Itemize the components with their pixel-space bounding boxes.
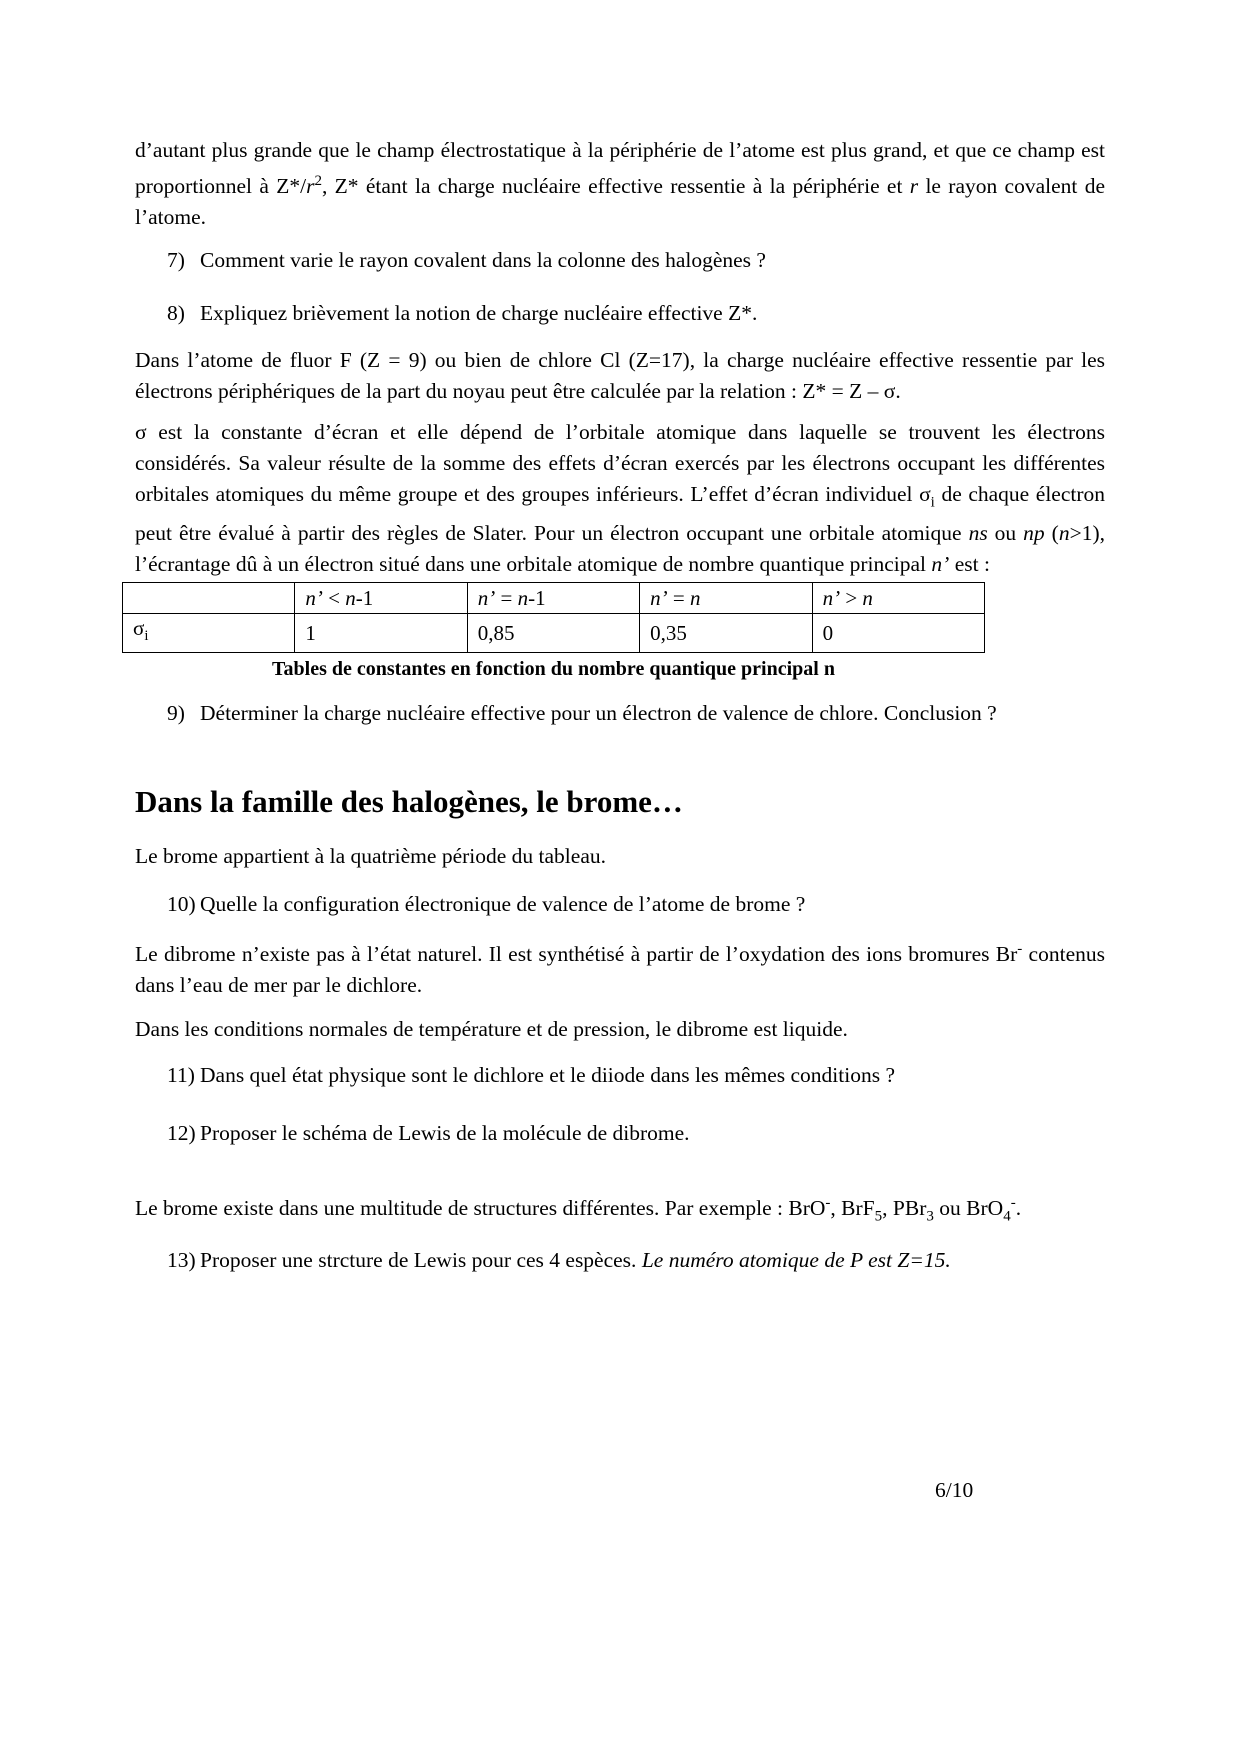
- table-cell-sigma: $\sigma_i$: [123, 614, 295, 652]
- question-12: [135, 1118, 1105, 1149]
- sigma-slater-paragraph: σ est la constante d’écran et elle dépend de l’orbitale atomique dans laquelle se trouvent les électrons considérés. Sa valeur résulte de la somme des effets d’écran exercés par les électrons occupant les différentes orbitales atomiques du même groupe et des groupes inférieurs. L’effet d’écran individuel $\sigma_i$ de chaque électron peut être évalué à partir des règles de Slater. Pour un électron occupant une orbitale atomique ns ou np (n>1), l’écrantage dû à un électron situé dans une orbitale atomique de nombre quantique principal n’ est :: [135, 420, 1106, 577]
- question-10-text: Quelle la configuration électronique de valence de l’atome de brome ?: [200, 891, 806, 916]
- section-heading: Dans la famille des halogènes, le brome…: [135, 783, 683, 819]
- table-header-cell-empty: [123, 583, 295, 614]
- question-11-text: Dans quel état physique sont le dichlore et le diiode dans les mêmes conditions ?: [200, 1062, 896, 1087]
- question-9: [135, 698, 1105, 729]
- page-content: [135, 0, 1105, 1276]
- table-cell-value-035: 0,35: [640, 614, 812, 652]
- question-7-number: 7): [167, 248, 185, 273]
- question-8-text: Expliquez brièvement la notion de charge nucléaire effective Z*.: [200, 301, 758, 326]
- table-cell-value-0: 0: [812, 614, 984, 652]
- intro-paragraph: d’autant plus grande que le champ électrostatique à la périphérie de l’atome est plus grand, et que ce champ est proportionnel à $Z*/r^2$, Z* étant la charge nucléaire effective ressentie à la périphérie et r le rayon covalent de l’atome.: [135, 138, 1105, 230]
- question-7-text: Comment varie le rayon covalent dans la colonne des halogènes ?: [200, 248, 766, 273]
- fluor-chlore-paragraph: Dans l’atome de fluor F (Z = 9) ou bien de chlore Cl (Z=17), la charge nucléaire effective ressentie par les électrons périphériques de la part du noyau peut être calculée par la relation : Z* = Z – σ.: [135, 348, 1105, 404]
- dibrome-liquide-paragraph: Dans les conditions normales de température et de pression, le dibrome est liquide.: [135, 1016, 848, 1041]
- table-header-cell-neq: n’ = n: [640, 583, 812, 614]
- table-header-cell-nlt: n’ < n-1: [295, 583, 467, 614]
- question-7: [135, 245, 1105, 276]
- table-cell-value-085: 0,85: [467, 614, 639, 652]
- table-header-cell-neq-minus1: n’ = n-1: [467, 583, 639, 614]
- brome-periode-paragraph: Le brome appartient à la quatrième période du tableau.: [135, 843, 606, 868]
- question-9-text: Déterminer la charge nucléaire effective pour un électron de valence de chlore. Conclusion ?: [200, 700, 997, 725]
- question-12-number: 12): [167, 1120, 196, 1145]
- slater-constants-table: [122, 582, 985, 652]
- structures-paragraph: Le brome existe dans une multitude de structures différentes. Par exemple : BrO-, BrF$_5$, PBr$_3$ ou BrO$_4$-.: [135, 1194, 1022, 1225]
- question-13-number: 13): [167, 1248, 196, 1273]
- question-8: [135, 298, 1105, 329]
- slater-table-block: [122, 582, 985, 681]
- question-13: [135, 1245, 1105, 1276]
- table-header-cell-ngt: n’ > n: [812, 583, 984, 614]
- table-header-row: [123, 583, 985, 614]
- question-11-number: 11): [167, 1062, 195, 1087]
- question-9-number: 9): [167, 700, 185, 725]
- question-8-number: 8): [167, 301, 185, 326]
- question-10: [135, 889, 1105, 920]
- table-caption: Tables de constantes en fonction du nombre quantique principal n: [272, 657, 835, 680]
- question-11: [135, 1060, 1105, 1091]
- page-number: 6/10: [935, 1478, 974, 1502]
- dibrome-synthese-paragraph: Le dibrome n’existe pas à l’état naturel. Il est synthétisé à partir de l’oxydation des ions bromures Br- contenus dans l’eau de mer par le dichlore.: [135, 940, 1105, 997]
- table-cell-value-1: 1: [295, 614, 467, 652]
- question-12-text: Proposer le schéma de Lewis de la molécule de dibrome.: [200, 1120, 690, 1145]
- table-data-row: [123, 614, 985, 652]
- question-13-text: Proposer une strcture de Lewis pour ces 4 espèces. Le numéro atomique de P est Z=15.: [200, 1248, 951, 1273]
- question-10-number: 10): [167, 891, 196, 916]
